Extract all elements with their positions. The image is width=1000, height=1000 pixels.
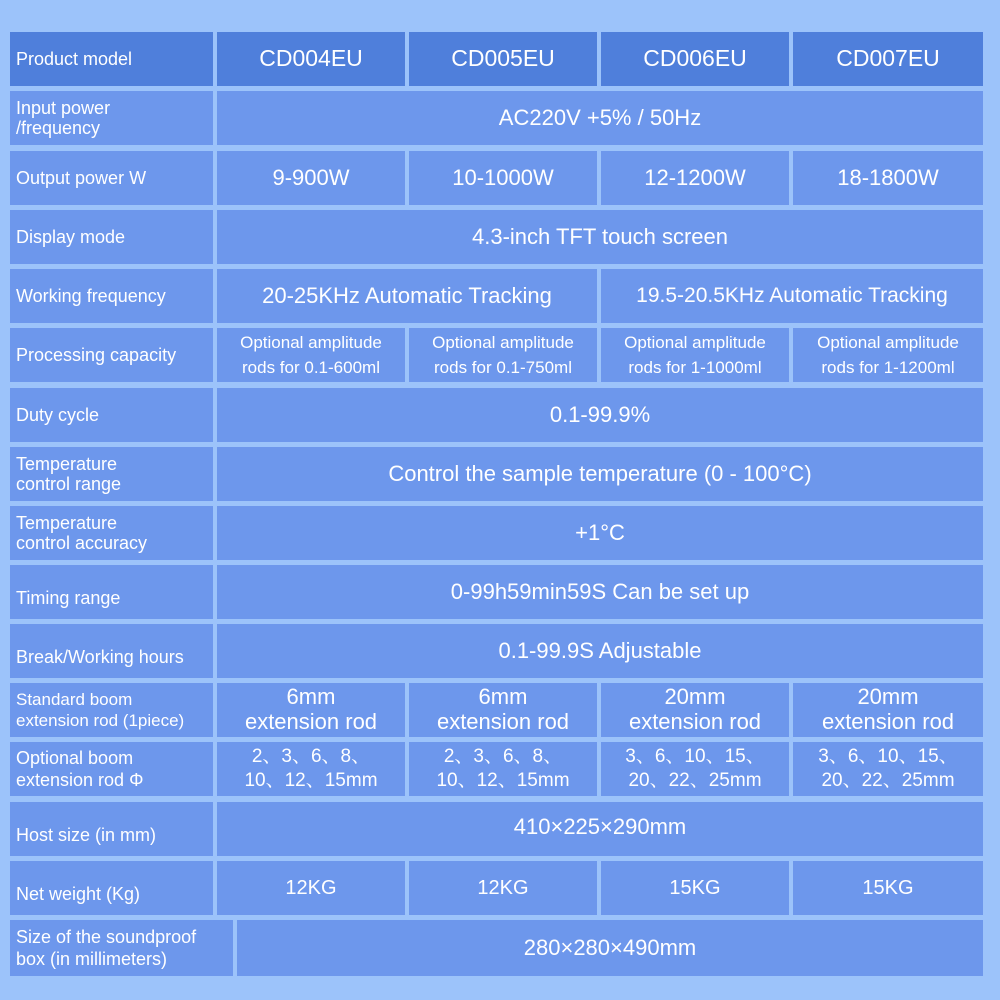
value-processing-capacity: Optional amplitude rods for 0.1-600ml [217,328,405,382]
model-header: CD005EU [409,32,597,86]
value-optional-boom: 2、3、6、8、 10、12、15mm [217,742,405,796]
value-duty-cycle: 0.1-99.9% [217,388,983,442]
value-net-weight: 12KG [217,861,405,915]
value-output-power: 10-1000W [409,151,597,205]
value-standard-boom: 20mm extension rod [601,683,789,737]
value-temp-range: Control the sample temperature (0 - 100°C) [217,447,983,501]
label-net-weight: Net weight (Kg) [10,861,213,915]
label-temp-accuracy: Temperature control accuracy [10,506,213,560]
value-net-weight: 12KG [409,861,597,915]
label-output-power: Output power W [10,151,213,205]
value-working-frequency: 19.5-20.5KHz Automatic Tracking [601,269,983,323]
model-header: CD007EU [793,32,983,86]
value-temp-accuracy: +1°C [217,506,983,560]
label-soundproof-box: Size of the soundproof box (in millimeters) [10,920,233,976]
label-display-mode: Display mode [10,210,213,264]
label-host-size: Host size (in mm) [10,802,213,856]
value-soundproof-box: 280×280×490mm [237,920,983,976]
value-output-power: 9-900W [217,151,405,205]
label-processing-capacity: Processing capacity [10,328,213,382]
label-working-frequency: Working frequency [10,269,213,323]
value-output-power: 12-1200W [601,151,789,205]
value-display-mode: 4.3-inch TFT touch screen [217,210,983,264]
value-net-weight: 15KG [601,861,789,915]
value-optional-boom: 3、6、10、15、 20、22、25mm [793,742,983,796]
value-processing-capacity: Optional amplitude rods for 0.1-750ml [409,328,597,382]
label-break-hours: Break/Working hours [10,624,213,678]
value-output-power: 18-1800W [793,151,983,205]
value-standard-boom: 20mm extension rod [793,683,983,737]
label-optional-boom: Optional boom extension rod Φ [10,742,213,796]
model-header: CD004EU [217,32,405,86]
value-standard-boom: 6mm extension rod [409,683,597,737]
label-duty-cycle: Duty cycle [10,388,213,442]
value-input-power: AC220V +5% / 50Hz [217,91,983,145]
label-product-model: Product model [10,32,213,86]
value-processing-capacity: Optional amplitude rods for 1-1200ml [793,328,983,382]
label-temp-range: Temperature control range [10,447,213,501]
value-processing-capacity: Optional amplitude rods for 1-1000ml [601,328,789,382]
label-input-power: Input power /frequency [10,91,213,145]
value-optional-boom: 3、6、10、15、 20、22、25mm [601,742,789,796]
value-timing-range: 0-99h59min59S Can be set up [217,565,983,619]
label-timing-range: Timing range [10,565,213,619]
value-optional-boom: 2、3、6、8、 10、12、15mm [409,742,597,796]
value-working-frequency: 20-25KHz Automatic Tracking [217,269,597,323]
value-standard-boom: 6mm extension rod [217,683,405,737]
label-standard-boom: Standard boom extension rod (1piece) [10,683,213,737]
model-header: CD006EU [601,32,789,86]
value-net-weight: 15KG [793,861,983,915]
value-host-size: 410×225×290mm [217,802,983,856]
value-break-hours: 0.1-99.9S Adjustable [217,624,983,678]
